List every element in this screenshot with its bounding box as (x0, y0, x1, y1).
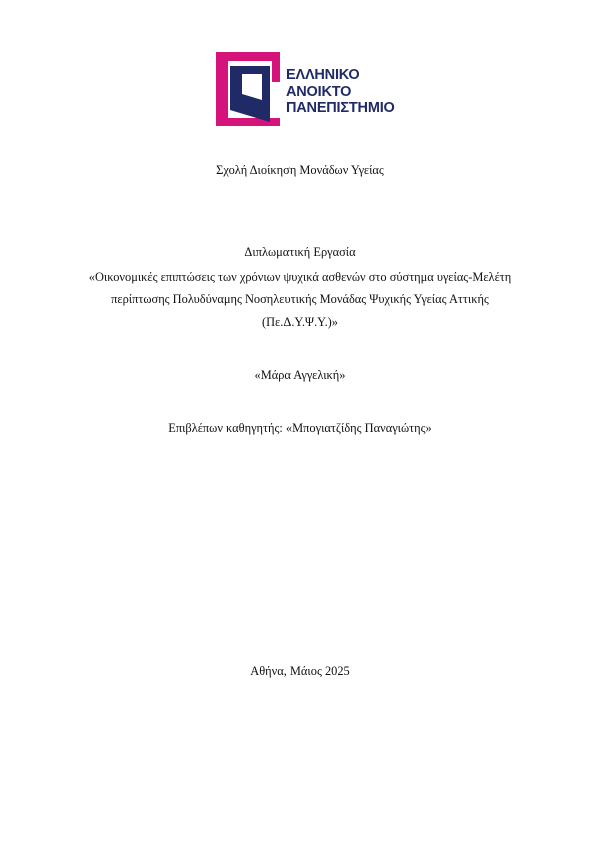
university-logo (214, 52, 404, 126)
logo-line-1: ΕΛΛΗΝΙΚΟ (286, 67, 360, 83)
place-date: Αθήνα, Μάιος 2025 (250, 664, 350, 678)
thesis-type: Διπλωματική Εργασία (244, 245, 356, 259)
author-name: «Μάρα Αγγελική» (254, 368, 346, 382)
logo-line-2: ΑΝΟΙΚΤΟ (286, 83, 352, 100)
university-emblem-icon (214, 52, 284, 126)
university-name (286, 67, 395, 117)
thesis-title-line-3: (Πε.Δ.Υ.Ψ.Υ.)» (261, 315, 339, 329)
thesis-title-line-2: περίπτωσης Πολυδύναμης Νοσηλευτικής Μονάδας Ψυχικής Υγείας Αττικής (111, 292, 489, 306)
school-name: Σχολή Διοίκηση Μονάδων Υγείας (216, 163, 384, 177)
supervisor: Επιβλέπων καθηγητής: «Μπογιατζίδης Παναγιώτης» (168, 421, 432, 435)
logo-line-3: ΠΑΝΕΠΙΣΤΗΜΙΟ (286, 100, 395, 116)
thesis-title-line-1: «Οικονομικές επιπτώσεις των χρόνιων ψυχικά ασθενών στο σύστημα υγείας-Μελέτη (88, 270, 512, 284)
